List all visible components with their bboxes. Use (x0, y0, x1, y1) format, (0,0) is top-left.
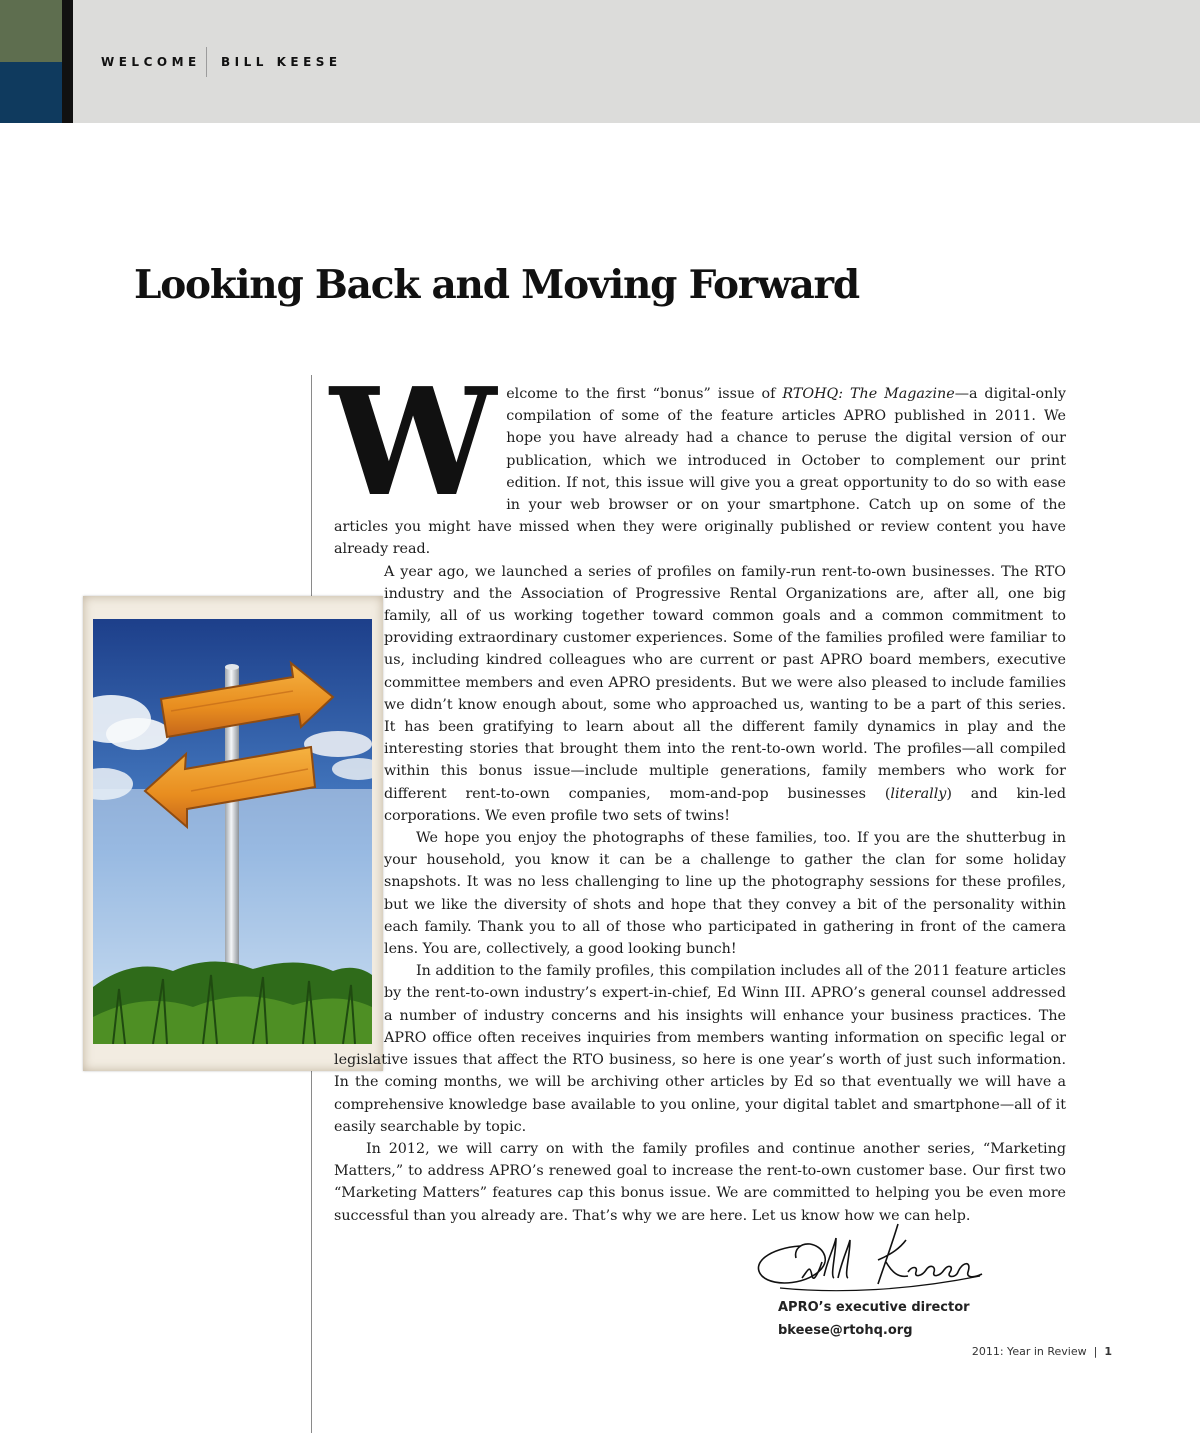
photo-wrap-spacer (334, 561, 384, 1043)
green-swatch (0, 0, 62, 62)
paragraph-1: elcome to the first “bonus” issue of RTOHQ: The Magazine—a digital-only compilation of some of the feature articles APRO published in 2011. We hope you have already had a chance to peruse the digital version of our publication, which we introduced in October to complement our print edition. If not, this issue will give you a great opportunity to do so with ease in your web browser or on your smartphone. Catch up on some of the articles you might have missed when they were originally published or review content you have already read. (334, 386, 1067, 558)
header-band (0, 0, 1200, 123)
page-title: Looking Back and Moving Forward (134, 262, 859, 308)
paragraph-2: A year ago, we launched a series of profiles on family-run rent-to-own businesses. The RTO industry and the Association of Progressive Rental Organizations are, after all, one big family, all of us working together toward common goals and a common commitment to providing extraordinary customer experiences. Some of the families profiled were familiar to us, including kindred colleagues who are current or past APRO board members, executive committee members and even APRO presidents. But we were also pleased to include families we didn’t know enough about, some who approached us, wanting to be a part of this series. It has been gratifying to learn about all the different family dynamics in play and the interesting stories that brought them into the rent-to-own world. The profiles—all compiled within this bonus issue—include multiple generations, family members who work for different rent-to-own companies, mom-and-pop businesses (literally) and kin-led corporations. We even profile two sets of twins! (384, 563, 1067, 824)
page-footer (972, 1345, 1112, 1358)
paragraph-4: In addition to the family profiles, this compilation includes all of the 2011 feature articles by the rent-to-own industry’s expert-in-chief, Ed Winn III. APRO’s general counsel addressed a number of industry concerns and his insights will enhance your business practices. The APRO office often receives inquiries from members wanting information on specific legal or legislative issues that affect the RTO business, so here is one year’s worth of just such information. In the coming months, we will be archiving other articles by Ed so that eventually we will have a comprehensive knowledge base available to you online, your digital tablet and smartphone—all of it easily searchable by topic. (334, 963, 1066, 1135)
footer-separator: | (1093, 1345, 1098, 1358)
header-divider (206, 47, 207, 77)
paragraph-3: We hope you enjoy the photographs of these families, too. If you are the shutterbug in your household, you know it can be a challenge to gather the clan for some holiday snapshots. It was no less challenging to line up the photography sessions for these profiles, but we like the diversity of shots and hope that they convey a bit of the personality within each family. Thank you to all of those who participated in gathering in front of the camera lens. You are, collectively, a good looking bunch! (384, 830, 1066, 958)
drop-cap: W (330, 355, 497, 529)
signpost-photo (93, 619, 372, 1044)
signature-title: APRO’s executive director (778, 1300, 970, 1315)
page-number: 1 (1104, 1345, 1112, 1358)
paragraph-5: In 2012, we will carry on with the family profiles and continue another series, “Marketing Matters,” to address APRO’s renewed goal to increase the rent-to-own customer base. Our first two “Marketing Matters” features cap this bonus issue. We are committed to helping you be even more successful than you already are. That’s why we are here. Let us know how we can help. (334, 1140, 1066, 1224)
black-bar (62, 0, 73, 123)
author-label: BILL KEESE (221, 55, 342, 69)
footer-publication: 2011: Year in Review (971, 1345, 1087, 1358)
section-label: WELCOME (101, 55, 201, 69)
article-body (330, 355, 1067, 1227)
blue-swatch (0, 62, 62, 123)
signature-email: bkeese@rtohq.org (778, 1323, 913, 1338)
handwritten-signature (750, 1218, 990, 1298)
